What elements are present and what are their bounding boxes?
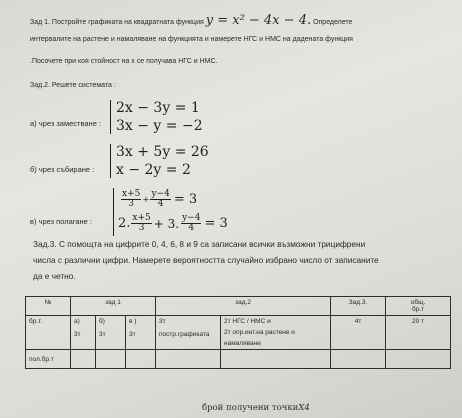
header-total: общ. бр.т [386,297,451,316]
system-b-eq2: x − 2y = 2 [116,162,191,178]
fraction: $\frac{x+5}{3}$ [132,213,151,234]
received-cell [221,350,331,369]
header-zad1: зад 1 [71,297,156,316]
received-cell [386,350,451,369]
task2-title: Зад.2. Решете системата : [30,82,116,89]
header-no: № [26,297,71,316]
system-b-brace [110,144,111,178]
task3-line3: да е четно. [33,271,76,281]
received-cell [156,350,221,369]
cell-v: в ) 3т [126,316,156,350]
task1-line2: интервалите на растене и намаляване на функцията и намерете НГС и НМС на дадената функция [30,36,353,43]
received-cell [331,350,386,369]
task1-line3: .Посочете при коя стойност на x се получава НГС и НМС. [30,58,218,65]
table-row-points [26,316,451,350]
fraction: $\frac{y-4}{4}$ [151,189,170,210]
system-a-eq2: 3x − y = −2 [116,118,203,134]
cell-zad3-points: 4т [331,316,386,350]
system-a-eq1: 2x − 3y = 1 [116,100,200,116]
task1-function: y = x² − 4x − 4. [205,13,312,28]
cell-graph: 3т постр.графиката [156,316,221,350]
received-label: пол.бр.т [26,350,71,369]
system-c-eq1: $\frac{x+5}{3}$ + $\frac{y-4}{4}$ = 3 [122,189,198,210]
task1-suffix: Определете [313,19,353,26]
received-cell [71,350,96,369]
system-c-eq2: 2. $\frac{x+5}{3}$ + 3. $\frac{y-4}{4}$ = 3 [118,213,228,234]
header-zad2: зад.2 [156,297,331,316]
footer-text: брой получени точки [202,403,299,413]
cell-ngs: 2т НГС / НМС и 2т опр.инт.на растене и намаляване [221,316,331,350]
system-a-brace [110,100,111,134]
task2-c-label: в) чрез полагане : [30,217,93,226]
footer-note [202,403,310,413]
points-label: бр.т. [26,316,71,350]
fraction: $\frac{x+5}{3}$ [122,189,141,210]
system-c-brace [113,188,114,236]
task1-line1 [30,14,352,27]
task3-line1: Зад.3. С помощта на цифрите 0, 4, 6, 8 и 9 са записани всички възможни трицифрени [33,239,366,249]
header-zad3: Зад.3. [331,297,386,316]
cell-b: б) 3т [96,316,126,350]
task2-b-label: б) чрез събиране : [30,165,95,174]
grading-table [25,296,451,369]
task2-a-label: а) чрез заместване : [30,119,102,128]
task3-line2: числа с различни цифри. Намерете вероятността случайно избрано число от записаните [33,255,379,265]
cell-a: а) 3т [71,316,96,350]
table-row-received [26,350,451,369]
cell-total-points: 20 т [386,316,451,350]
received-cell [126,350,156,369]
table-row-header [26,297,451,316]
footer-value: X4 [298,403,310,413]
task1-prefix: Зад 1. Постройте графиката на квадратната функция [30,19,204,26]
system-b-eq1: 3x + 5y = 26 [116,144,209,160]
received-cell [96,350,126,369]
fraction: $\frac{y-4}{4}$ [182,213,201,234]
